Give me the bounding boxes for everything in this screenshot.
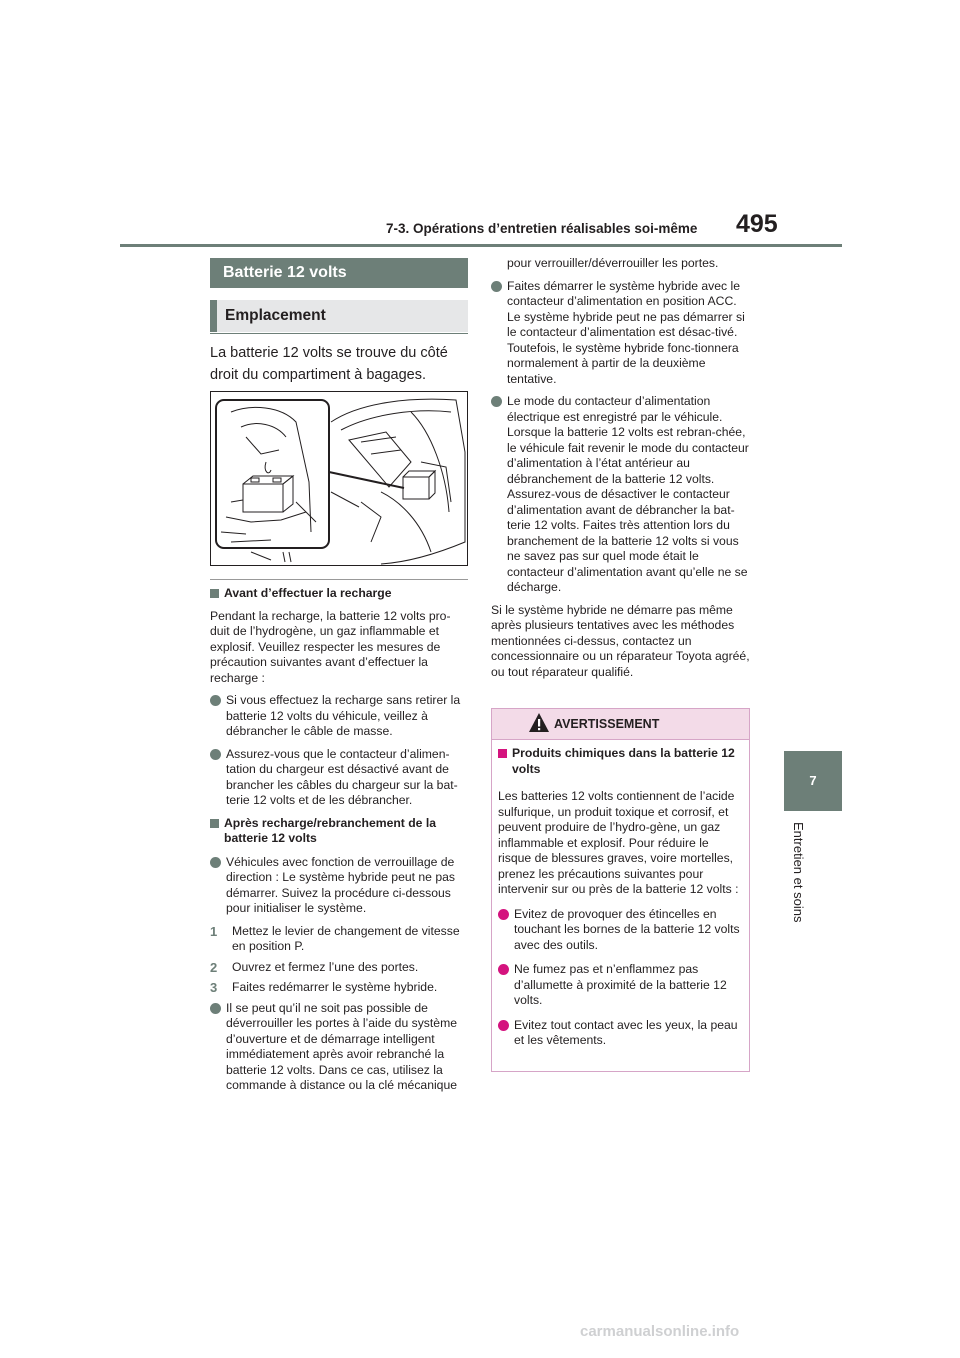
bullet-icon bbox=[210, 749, 221, 760]
list-item: Si vous effectuez la recharge sans retirer la batterie 12 volts du véhicule, veillez à débrancher le câble de masse. bbox=[210, 693, 468, 740]
heading-after-recharge: Après recharge/rebranchement de la batterie 12 volts bbox=[210, 816, 468, 847]
battery-location-illustration bbox=[210, 391, 468, 566]
left-column bbox=[210, 586, 468, 1101]
step-item: 3 Faites redémarrer le système hybride. bbox=[210, 980, 438, 995]
bullet-icon bbox=[210, 857, 221, 868]
subsection-title: Emplacement bbox=[210, 300, 468, 332]
bullet-icon bbox=[491, 396, 502, 407]
subsection-rule bbox=[210, 333, 468, 334]
chapter-tab[interactable]: 7 bbox=[784, 751, 842, 811]
warning-list-item: Ne fumez pas et n’enflammez pas d’allumette à proximité de la batterie 12 volts. bbox=[498, 962, 743, 1009]
bullet-icon bbox=[498, 909, 509, 920]
list-item: Faites démarrer le système hybride avec le contacteur d’alimentation en position ACC. Le système hybride peut ne pas démarrer si le contacteur d’alimentation est désac-tivé. Toutefois, le système hybride fonc-tionnera normalement à partir de la deuxième tentative. bbox=[491, 279, 750, 388]
step-item: 2 Ouvrez et fermez l’une des portes. bbox=[210, 959, 419, 975]
right-column bbox=[491, 256, 750, 687]
warning-list-item: Evitez tout contact avec les yeux, la peau et les vêtements. bbox=[498, 1018, 743, 1049]
list-item: Assurez-vous que le contacteur d’alimen-tation du chargeur est désactivé avant de brancher les câbles du chargeur sur la bat-terie 12 volts et de les débrancher. bbox=[210, 747, 468, 809]
header-section-title: 7-3. Opérations d’entretien réalisables soi-même bbox=[386, 221, 698, 236]
warning-body bbox=[492, 740, 749, 1049]
warning-list-item: Evitez de provoquer des étincelles en touchant les bornes de la batterie 12 volts avec des outils. bbox=[498, 907, 743, 954]
warning-paragraph: Les batteries 12 volts contiennent de l’acide sulfurique, un produit toxique et corrosif, et peuvent produire de l’hydro-gène, un gaz inflammable et explosif. Pour réduire le risque de blessures graves, voire mortelles, prenez les précautions suivantes pour intervenir sur ou près de la batterie 12 volts : bbox=[498, 789, 739, 897]
warning-header bbox=[492, 709, 749, 740]
watermark: carmanualsonline.info bbox=[580, 1323, 740, 1340]
warning-title: AVERTISSEMENT bbox=[554, 717, 660, 731]
warning-box bbox=[491, 708, 750, 1072]
page-number: 495 bbox=[736, 210, 778, 238]
chapter-label: Entretien et soins bbox=[791, 822, 806, 923]
figure-rule bbox=[210, 579, 468, 580]
bullet-icon bbox=[210, 695, 221, 706]
continued-text: pour verrouiller/déverrouiller les portes. bbox=[507, 256, 719, 270]
bullet-icon bbox=[491, 281, 502, 292]
list-item: Véhicules avec fonction de verrouillage de direction : Le système hybride peut ne pas démarrer. Suivez la procédure ci-dessous pour initialiser le système. bbox=[210, 855, 468, 917]
heading-before-charging: Avant d’effectuer la recharge bbox=[210, 586, 468, 602]
paragraph: Pendant la recharge, la batterie 12 volts pro-duit de l’hydrogène, un gaz inflammable et explosif. Veuillez respecter les mesures de précaution suivantes avant d’effectuer la recharge : bbox=[210, 608, 451, 685]
list-item: Il se peut qu’il ne soit pas possible de déverrouiller les portes à l’aide du système d’ouverture et de démarrage intelligent immédiatement après avoir rebranché la batterie 12 volts. Dans ce cas, utilisez la commande à distance ou la clé mécanique bbox=[210, 1001, 468, 1094]
paragraph: Si le système hybride ne démarre pas même après plusieurs tentatives avec les méthodes mentionnées ci-dessus, contactez un concessionnaire ou un réparateur Toyota agréé, ou tout réparateur qualifié. bbox=[491, 602, 750, 679]
intro-text: La batterie 12 volts se trouve du côté droit du compartiment à bagages. bbox=[210, 345, 448, 383]
list-item: Le mode du contacteur d’alimentation électrique est enregistré par le véhicule. Lorsque la batterie 12 volts est rebran-chée, le véhicule fait revenir le mode du contacteur d’alimentation à l’état antérieur au débranchement de la batterie 12 volts. Assurez-vous de désactiver le contacteur d’alimentation avant de débrancher la bat-terie 12 volts. Faites très attention lors du branchement de la batterie 12 volts si vous ne savez pas sur quel mode était le contacteur d’alimentation avant qu’elle ne se décharge. bbox=[491, 394, 750, 596]
bullet-icon bbox=[210, 1003, 221, 1014]
step-item: 1 Mettez le levier de changement de vitesse en position P. bbox=[210, 923, 460, 953]
bullet-icon bbox=[498, 964, 509, 975]
section-title: Batterie 12 volts bbox=[210, 258, 468, 288]
bullet-icon bbox=[498, 1020, 509, 1031]
warning-heading: Produits chimiques dans la batterie 12 volts bbox=[498, 746, 743, 777]
warning-triangle-icon bbox=[528, 712, 550, 734]
trunk-battery-drawing bbox=[211, 392, 467, 565]
header-rule bbox=[120, 244, 842, 247]
